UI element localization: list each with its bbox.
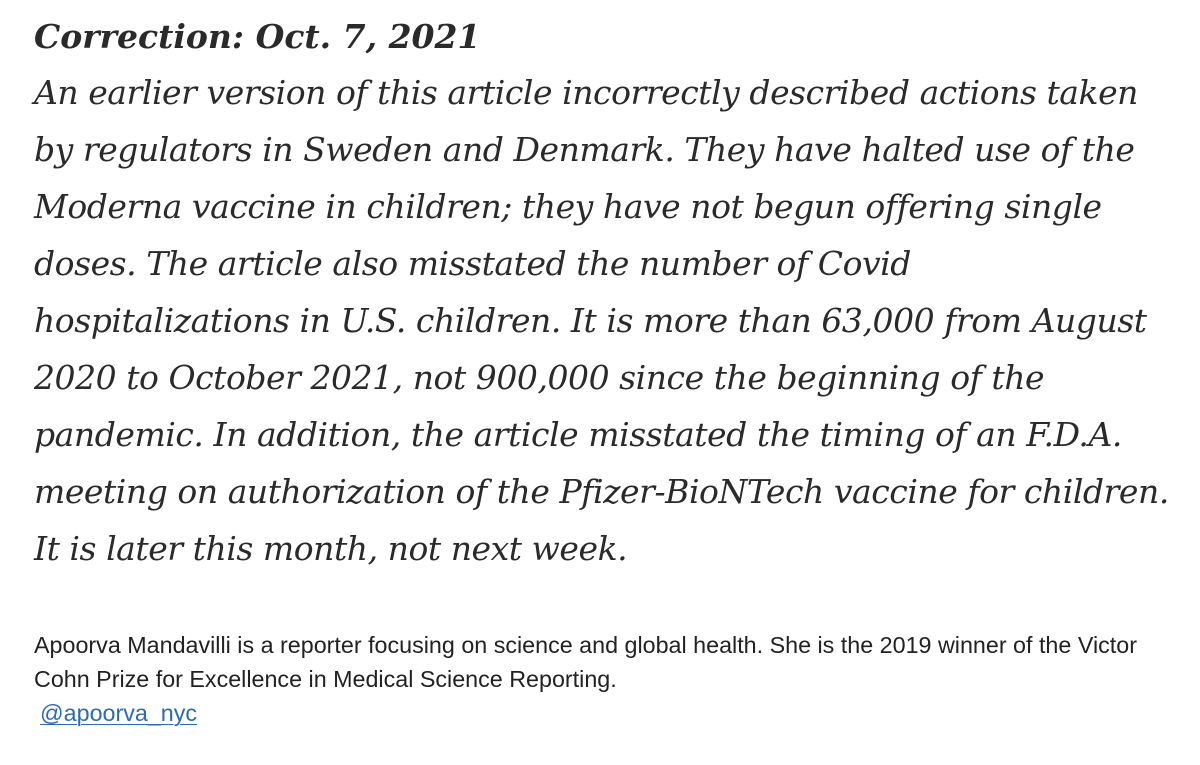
author-twitter-link[interactable]: @apoorva_nyc <box>40 700 198 726</box>
correction-notice <box>34 16 1174 577</box>
author-bio-text: Apoorva Mandavilli is a reporter focusing on science and global health. She is the 2019 winner of the Victor Cohn Prize for Excellence in Medical Science Reporting. <box>34 632 1137 692</box>
correction-body: An earlier version of this article incorrectly described actions taken by regulators in Sweden and Denmark. They have halted use of the Moderna vaccine in children; they have not begun offering single doses. The article also misstated the number of Covid hospitalizations in U.S. children. It is more than 63,000 from August 2020 to October 2021, not 900,000 since the beginning of the pandemic. In addition, the article misstated the timing of an F.D.A. meeting on authorization of the Pfizer-BioNTech vaccine for children. It is later this month, not next week. <box>34 73 1169 568</box>
author-bio <box>34 628 1184 730</box>
correction-heading: Correction: Oct. 7, 2021 <box>34 17 481 56</box>
